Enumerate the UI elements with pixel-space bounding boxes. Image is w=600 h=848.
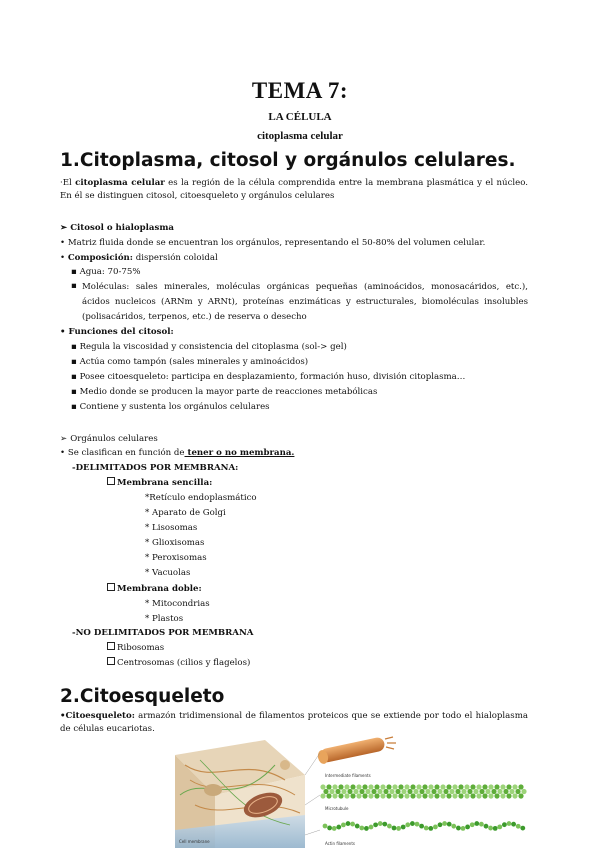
functions-label-text: Funciones del citosol: (68, 327, 174, 337)
actin-bead (327, 826, 332, 831)
organelle-text: Ribosomas (117, 643, 165, 653)
actin-bead (474, 821, 479, 826)
tubulin-bead (467, 789, 472, 794)
tubulin-bead (446, 784, 451, 789)
actin-bead (336, 825, 341, 830)
bullet-icon: ▪ (71, 357, 80, 367)
tubulin-bead (419, 789, 424, 794)
actin-bead (401, 825, 406, 830)
tubulin-bead (464, 793, 469, 798)
tubulin-bead (482, 793, 487, 798)
tubulin-bead (470, 784, 475, 789)
definition-text: armazón tridimensional de filamentos proteicos que se extiende por todo el hialoplasma de células eucariotas. (60, 711, 528, 734)
actin-bead (346, 821, 351, 826)
tubulin-bead (506, 784, 511, 789)
citosol-agua (71, 266, 141, 279)
tubulin-bead (494, 793, 499, 798)
tubulin-bead (377, 789, 382, 794)
page-title: TEMA 7: (251, 78, 349, 103)
actin-bead (479, 822, 484, 827)
tubulin-bead (497, 789, 502, 794)
tubulin-bead (476, 784, 481, 789)
tubulin-bead (359, 789, 364, 794)
section2-heading: 2.Citoesqueleto (60, 686, 225, 707)
organelle-item: * Glioxisomas (145, 538, 205, 548)
tubulin-bead (344, 793, 349, 798)
cytoskeleton-illustration (175, 735, 550, 848)
tubulin-bead (422, 793, 427, 798)
tubulin-bead (383, 789, 388, 794)
tubulin-bead (506, 793, 511, 798)
bullet-icon: ▪ (71, 372, 80, 382)
actin-bead (456, 826, 461, 831)
classify-text: Se clasifican en función de (67, 448, 185, 458)
tubulin-bead (443, 789, 448, 794)
tubulin-bead (488, 793, 493, 798)
actin-bead (442, 821, 447, 826)
tubulin-bead (356, 784, 361, 789)
page-subtitle-2: citoplasma celular (257, 130, 343, 142)
tubulin-bead (332, 784, 337, 789)
organelle-item: * Lisosomas (145, 523, 198, 533)
organelle-item (107, 642, 164, 655)
tubulin-bead (449, 789, 454, 794)
tubulin-bead (365, 789, 370, 794)
tubulin-bead (512, 784, 517, 789)
tubulin-bead (362, 793, 367, 798)
organulos-heading (60, 433, 158, 446)
tubulin-bead (332, 793, 337, 798)
tubulin-bead (479, 789, 484, 794)
tubulin-bead (350, 784, 355, 789)
tubulin-bead (512, 793, 517, 798)
bullet-icon: • (60, 448, 68, 458)
actin-bead (382, 822, 387, 827)
tubulin-bead (488, 784, 493, 789)
tubulin-bead (485, 789, 490, 794)
tubulin-bead (521, 789, 526, 794)
actin-bead (355, 824, 360, 829)
organelle-item: * Plastos (145, 614, 184, 624)
tubulin-bead (422, 784, 427, 789)
composition-label: Composición: (67, 253, 133, 263)
tubulin-bead (518, 793, 523, 798)
tubulin-bead (428, 793, 433, 798)
citosol-heading (60, 222, 174, 235)
function-item (71, 371, 465, 384)
tubulin-bead (347, 789, 352, 794)
tubulin-bead (452, 793, 457, 798)
function-text: Actúa como tampón (sales minerales y aminoácidos) (79, 357, 309, 367)
composition-text: dispersión coloidal (132, 253, 218, 263)
page-subtitle: LA CÉLULA (268, 111, 332, 123)
actin-bead (350, 822, 355, 827)
function-text: Posee citoesqueleto: participa en desplazamiento, formación huso, división citoplasma… (79, 372, 466, 382)
tubulin-bead (440, 784, 445, 789)
actin-bead (470, 822, 475, 827)
actin-bead (323, 824, 328, 829)
actin-bead (359, 826, 364, 831)
bullet-icon: ▪ (71, 267, 80, 277)
organelle-text: Centrosomas (cilios y flagelos) (117, 658, 251, 668)
function-text: Medio donde se producen la mayor parte de reacciones metabólicas (79, 387, 378, 397)
microtubule (320, 784, 526, 798)
tubulin-bead (470, 793, 475, 798)
delimitados-label: -DELIMITADOS POR MEMBRANA: (72, 463, 239, 473)
tubulin-bead (500, 784, 505, 789)
tubulin-bead (398, 793, 403, 798)
organelle-item: * Vacuolas (145, 568, 191, 578)
tubulin-bead (431, 789, 436, 794)
actin-bead (461, 826, 466, 831)
actin-bead (392, 826, 397, 831)
tubulin-bead (386, 793, 391, 798)
tubulin-bead (452, 784, 457, 789)
actin-bead (364, 826, 369, 831)
tubulin-bead (329, 789, 334, 794)
actin-bead (511, 822, 516, 827)
tubulin-bead (425, 789, 430, 794)
cell-block (175, 740, 305, 848)
actin-bead (488, 826, 493, 831)
definition-bold: •Citoesqueleto: (60, 711, 135, 721)
label-cell-membrane: Cell membrane (179, 839, 210, 844)
tubulin-bead (395, 789, 400, 794)
tubulin-bead (428, 784, 433, 789)
tubulin-bead (455, 789, 460, 794)
function-item (71, 341, 347, 354)
function-item (71, 386, 377, 399)
checkbox-icon (107, 642, 115, 650)
section1-intro (60, 177, 528, 203)
tubulin-bead (458, 793, 463, 798)
function-item (71, 356, 308, 369)
section2-definition (60, 710, 528, 736)
actin-bead (410, 821, 415, 826)
actin-bead (520, 826, 525, 831)
bullet-icon: • (60, 327, 69, 337)
tubulin-bead (362, 784, 367, 789)
tubulin-bead (416, 784, 421, 789)
tubulin-bead (407, 789, 412, 794)
tubulin-bead (350, 793, 355, 798)
checkbox-icon (107, 477, 115, 485)
actin-bead (405, 822, 410, 827)
function-text: Regula la viscosidad y consistencia del citoplasma (sol-> gel) (79, 342, 347, 352)
tubulin-bead (404, 784, 409, 789)
organelle-item (107, 657, 250, 670)
citosol-matrix (60, 237, 485, 250)
tubulin-bead (389, 789, 394, 794)
actin-bead (438, 822, 443, 827)
citosol-composition (60, 252, 218, 265)
actin-bead (497, 824, 502, 829)
intro-rest: es la región de la célula comprendida entre la membrana plasmática y el núcleo. En él se distinguen citosol, citoesqueleto y orgánulos celulares (60, 178, 528, 201)
organelle-item: * Mitocondrias (145, 599, 210, 609)
actin-bead (424, 826, 429, 831)
tubulin-bead (323, 789, 328, 794)
citosol-heading-text: Citosol o hialoplasma (70, 223, 174, 233)
actin-bead (493, 826, 498, 831)
function-item (71, 401, 270, 414)
tubulin-bead (494, 784, 499, 789)
bullet-icon: ▪ (71, 387, 80, 397)
citosol-matrix-text: Matriz fluida donde se encuentran los orgánulos, representando el 50-80% del volumen celular. (67, 238, 486, 248)
actin-bead (332, 826, 337, 831)
tubulin-bead (386, 784, 391, 789)
tubulin-bead (374, 793, 379, 798)
tubulin-bead (416, 793, 421, 798)
tubulin-bead (413, 789, 418, 794)
tubulin-bead (476, 793, 481, 798)
section1-heading: 1.Citoplasma, citosol y orgánulos celulares. (60, 150, 516, 171)
label-intermediate: Intermediate filaments (325, 773, 371, 778)
organelle-item: * Peroxisomas (145, 553, 207, 563)
tubulin-bead (446, 793, 451, 798)
actin-bead (415, 822, 420, 827)
agua-text: Agua: 70-75% (79, 267, 141, 277)
no-delimitados-label: -NO DELIMITADOS POR MEMBRANA (72, 628, 254, 638)
tubulin-bead (398, 784, 403, 789)
intermediate-filament (317, 736, 396, 765)
tubulin-bead (344, 784, 349, 789)
tubulin-bead (500, 793, 505, 798)
classify-underline: tener o no membrana. (184, 448, 295, 458)
actin-bead (341, 822, 346, 827)
tubulin-bead (374, 784, 379, 789)
tubulin-bead (341, 789, 346, 794)
tubulin-bead (401, 789, 406, 794)
tubulin-bead (515, 789, 520, 794)
actin-bead (428, 826, 433, 831)
organulos-classify (60, 447, 294, 460)
bullet-icon: • (60, 253, 68, 263)
tubulin-bead (461, 789, 466, 794)
label-actin: Actin filaments (325, 841, 355, 846)
actin-filament (323, 821, 526, 831)
tubulin-bead (353, 789, 358, 794)
actin-bead (465, 825, 470, 830)
moleculas-text: Moléculas: sales minerales, moléculas orgánicas pequeñas (aminoácidos, monosacáridos, etc.), ácidos nucleicos (ARNm y ARNt), proteínas enzimáticas y estructurales, biomoléculas insolubles (polisacáridos, terpenos, etc.) de reserva o desecho (82, 282, 528, 322)
actin-bead (502, 822, 507, 827)
tubulin-bead (491, 789, 496, 794)
actin-bead (507, 821, 512, 826)
actin-bead (484, 824, 489, 829)
tubulin-bead (458, 784, 463, 789)
tubulin-bead (482, 784, 487, 789)
actin-bead (419, 824, 424, 829)
label-microtubule: Microtubule (325, 806, 349, 811)
tubulin-bead (380, 793, 385, 798)
tubulin-bead (434, 784, 439, 789)
organulos-heading-text: Orgánulos celulares (70, 434, 158, 444)
actin-bead (373, 822, 378, 827)
actin-bead (451, 824, 456, 829)
tubulin-bead (368, 793, 373, 798)
arrow-bullet-icon: ➢ (60, 434, 68, 444)
tubulin-bead (338, 784, 343, 789)
tubulin-bead (434, 793, 439, 798)
tubulin-bead (356, 793, 361, 798)
sencilla-label (107, 477, 212, 490)
tubulin-bead (518, 784, 523, 789)
tubulin-bead (320, 793, 325, 798)
tubulin-bead (326, 784, 331, 789)
bullet-icon: ▪ (71, 342, 80, 352)
actin-bead (387, 824, 392, 829)
organelle-item: *Retículo endoplasmático (145, 493, 257, 503)
cytoskeleton-figure (175, 735, 550, 848)
actin-bead (378, 821, 383, 826)
function-text: Contiene y sustenta los orgánulos celulares (79, 402, 270, 412)
tubulin-bead (392, 784, 397, 789)
doble-label-text: Membrana doble: (117, 584, 202, 594)
tubulin-bead (473, 789, 478, 794)
bullet-icon: ▪ (71, 281, 77, 291)
tubulin-bead (410, 784, 415, 789)
intro-bold: citoplasma celular (75, 178, 165, 188)
tubulin-bead (404, 793, 409, 798)
citosol-functions-label (60, 326, 174, 339)
bullet-icon: • (60, 238, 68, 248)
tubulin-bead (335, 789, 340, 794)
intro-prefix: ·El (60, 178, 76, 188)
tubulin-bead (392, 793, 397, 798)
doble-label (107, 583, 202, 596)
tubulin-bead (338, 793, 343, 798)
sencilla-label-text: Membrana sencilla: (117, 478, 213, 488)
tubulin-bead (326, 793, 331, 798)
checkbox-icon (107, 657, 115, 665)
tubulin-bead (320, 784, 325, 789)
tubulin-bead (437, 789, 442, 794)
tubulin-bead (503, 789, 508, 794)
actin-bead (396, 826, 401, 831)
tubulin-bead (464, 784, 469, 789)
actin-bead (369, 825, 374, 830)
tubulin-bead (371, 789, 376, 794)
actin-bead (516, 824, 521, 829)
actin-bead (447, 822, 452, 827)
actin-bead (433, 825, 438, 830)
checkbox-icon (107, 583, 115, 591)
tubulin-bead (368, 784, 373, 789)
tubulin-bead (380, 784, 385, 789)
bullet-icon: ▪ (71, 402, 80, 412)
arrow-bullet-icon: ➢ (60, 223, 68, 233)
tubulin-bead (509, 789, 514, 794)
tubulin-bead (440, 793, 445, 798)
tubulin-bead (410, 793, 415, 798)
organelle-item: * Aparato de Golgi (145, 508, 226, 518)
